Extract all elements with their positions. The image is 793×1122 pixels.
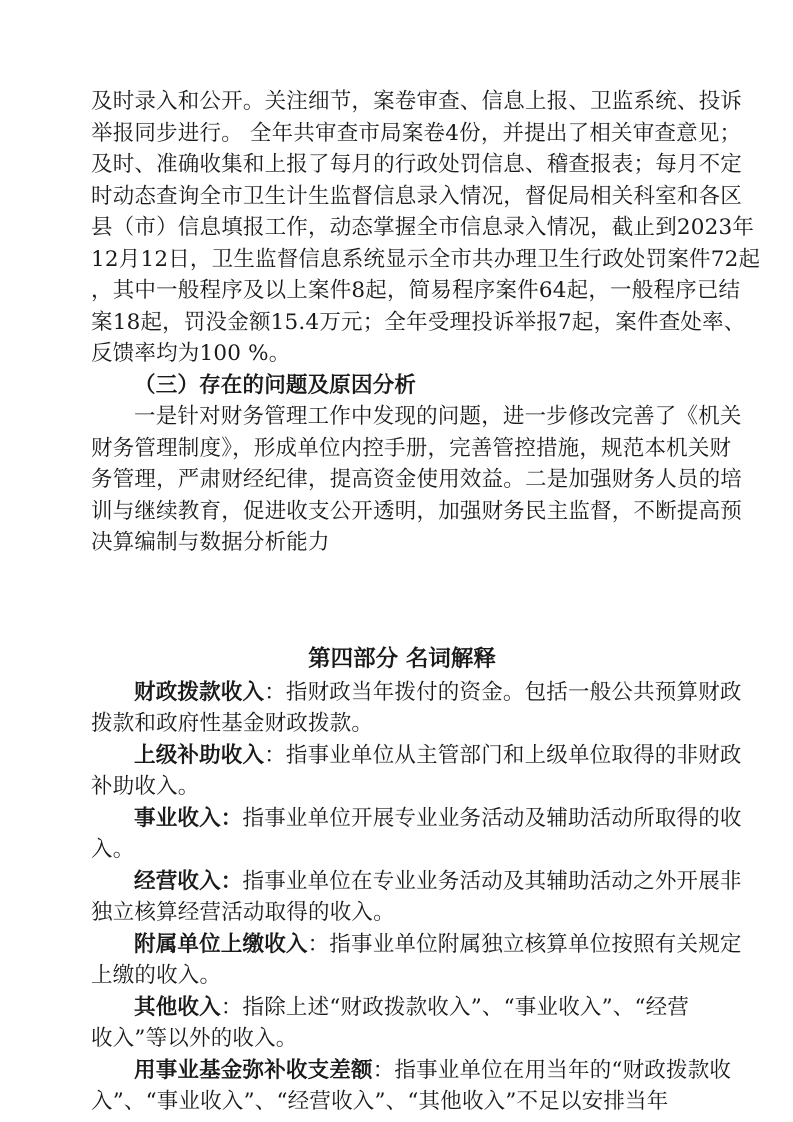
- term-definition: ：指财政当年拨付的资金。包括一般公共预算财政: [264, 679, 742, 705]
- text-line: 一是针对财务管理工作中发现的问题，进一步修改完善了《机关: [134, 404, 742, 429]
- term-label: 用事业基金弥补收支差额: [134, 1057, 373, 1083]
- subheading-problems-analysis: （三）存在的问题及原因分析: [134, 372, 417, 398]
- term-definition: 指事业单位在专业业务活动及其辅助活动之外开展非: [242, 868, 742, 894]
- text-line: 时动态查询全市卫生计生监督信息录入情况，督促局相关科室和各区: [91, 183, 743, 209]
- text-line: 入。: [91, 837, 135, 862]
- term-label: 事业收入：: [134, 805, 243, 831]
- text-line: 及时录入和公开。关注细节，案卷审查、信息上报、卫监系统、投诉: [91, 89, 743, 114]
- term-definition: ：指除上述“财政拨款收入”、“事业收入”、“经营: [220, 994, 690, 1020]
- text-line: 拨款和政府性基金财政拨款。: [91, 711, 374, 736]
- term-item: [91, 929, 742, 992]
- text-line: 反馈率均为100 %。: [91, 341, 291, 366]
- text-line: 务管理，严肃财经纪律，提高资金使用效益。二是加强财务人员的培: [91, 467, 743, 492]
- term-item: [91, 866, 742, 929]
- term-item: [91, 992, 713, 1055]
- term-item: [91, 740, 742, 803]
- term-definition: ：指事业单位附属独立核算单位按照有关规定: [307, 931, 742, 957]
- term-label: 附属单位上缴收入: [134, 931, 308, 957]
- term-item: [91, 677, 742, 740]
- text-line: 上缴的收入。: [91, 963, 222, 988]
- term-label: 财政拨款收入: [134, 679, 265, 705]
- term-item: [91, 803, 742, 866]
- term-definition: ：指事业单位从主管部门和上级单位取得的非财政: [264, 742, 742, 768]
- term-definitions: [91, 677, 742, 1118]
- text-line: 收入”等以外的收入。: [91, 1026, 298, 1051]
- text-line: 及时、准确收集和上报了每月的行政处罚信息、稽查报表；每月不定: [91, 152, 743, 177]
- text-line: 决算编制与数据分析能力: [91, 530, 330, 555]
- text-line: 训与继续教育，促进收支公开透明，加强财务民主监督，不断提高预: [91, 498, 743, 524]
- term-definition: 指事业单位开展专业业务活动及辅助活动所取得的收: [242, 805, 742, 831]
- text-line: 补助收入。: [91, 774, 200, 799]
- text-line: ，其中一般程序及以上案件8起，简易程序案件64起，一般程序已结: [91, 278, 741, 303]
- text-line: 举报同步进行。 全年共审查市局案卷4份，并提出了相关审查意见；: [91, 120, 742, 146]
- text-line: 财务管理制度》，形成单位内控手册，完善管控措施，规范本机关财: [91, 435, 732, 461]
- text-line: 独立核算经营活动取得的收入。: [91, 900, 395, 925]
- term-item: [91, 1055, 732, 1118]
- document-page: [91, 86, 761, 1118]
- paragraph-problems: [91, 401, 743, 559]
- text-line: 县（市）信息填报工作，动态掌握全市信息录入情况，截止到2023年: [91, 215, 755, 240]
- term-label: 经营收入：: [134, 868, 243, 894]
- term-label: 上级补助收入: [134, 742, 265, 768]
- paragraph-supervision-summary: [91, 86, 761, 370]
- text-line: 12月12日，卫生监督信息系统显示全市共办理卫生行政处罚案件72起: [91, 246, 761, 272]
- term-label: 其他收入: [134, 994, 221, 1020]
- text-line: 入”、“事业收入”、“经营收入”、“其他收入”不足以安排当年: [91, 1089, 669, 1114]
- term-definition: ：指事业单位在用当年的“财政拨款收: [372, 1057, 732, 1083]
- text-line: 案18起，罚没金额15.4万元；全年受理投诉举报7起，案件查处率、: [91, 309, 746, 335]
- section-title-part4: 第四部分 名词解释: [308, 645, 496, 672]
